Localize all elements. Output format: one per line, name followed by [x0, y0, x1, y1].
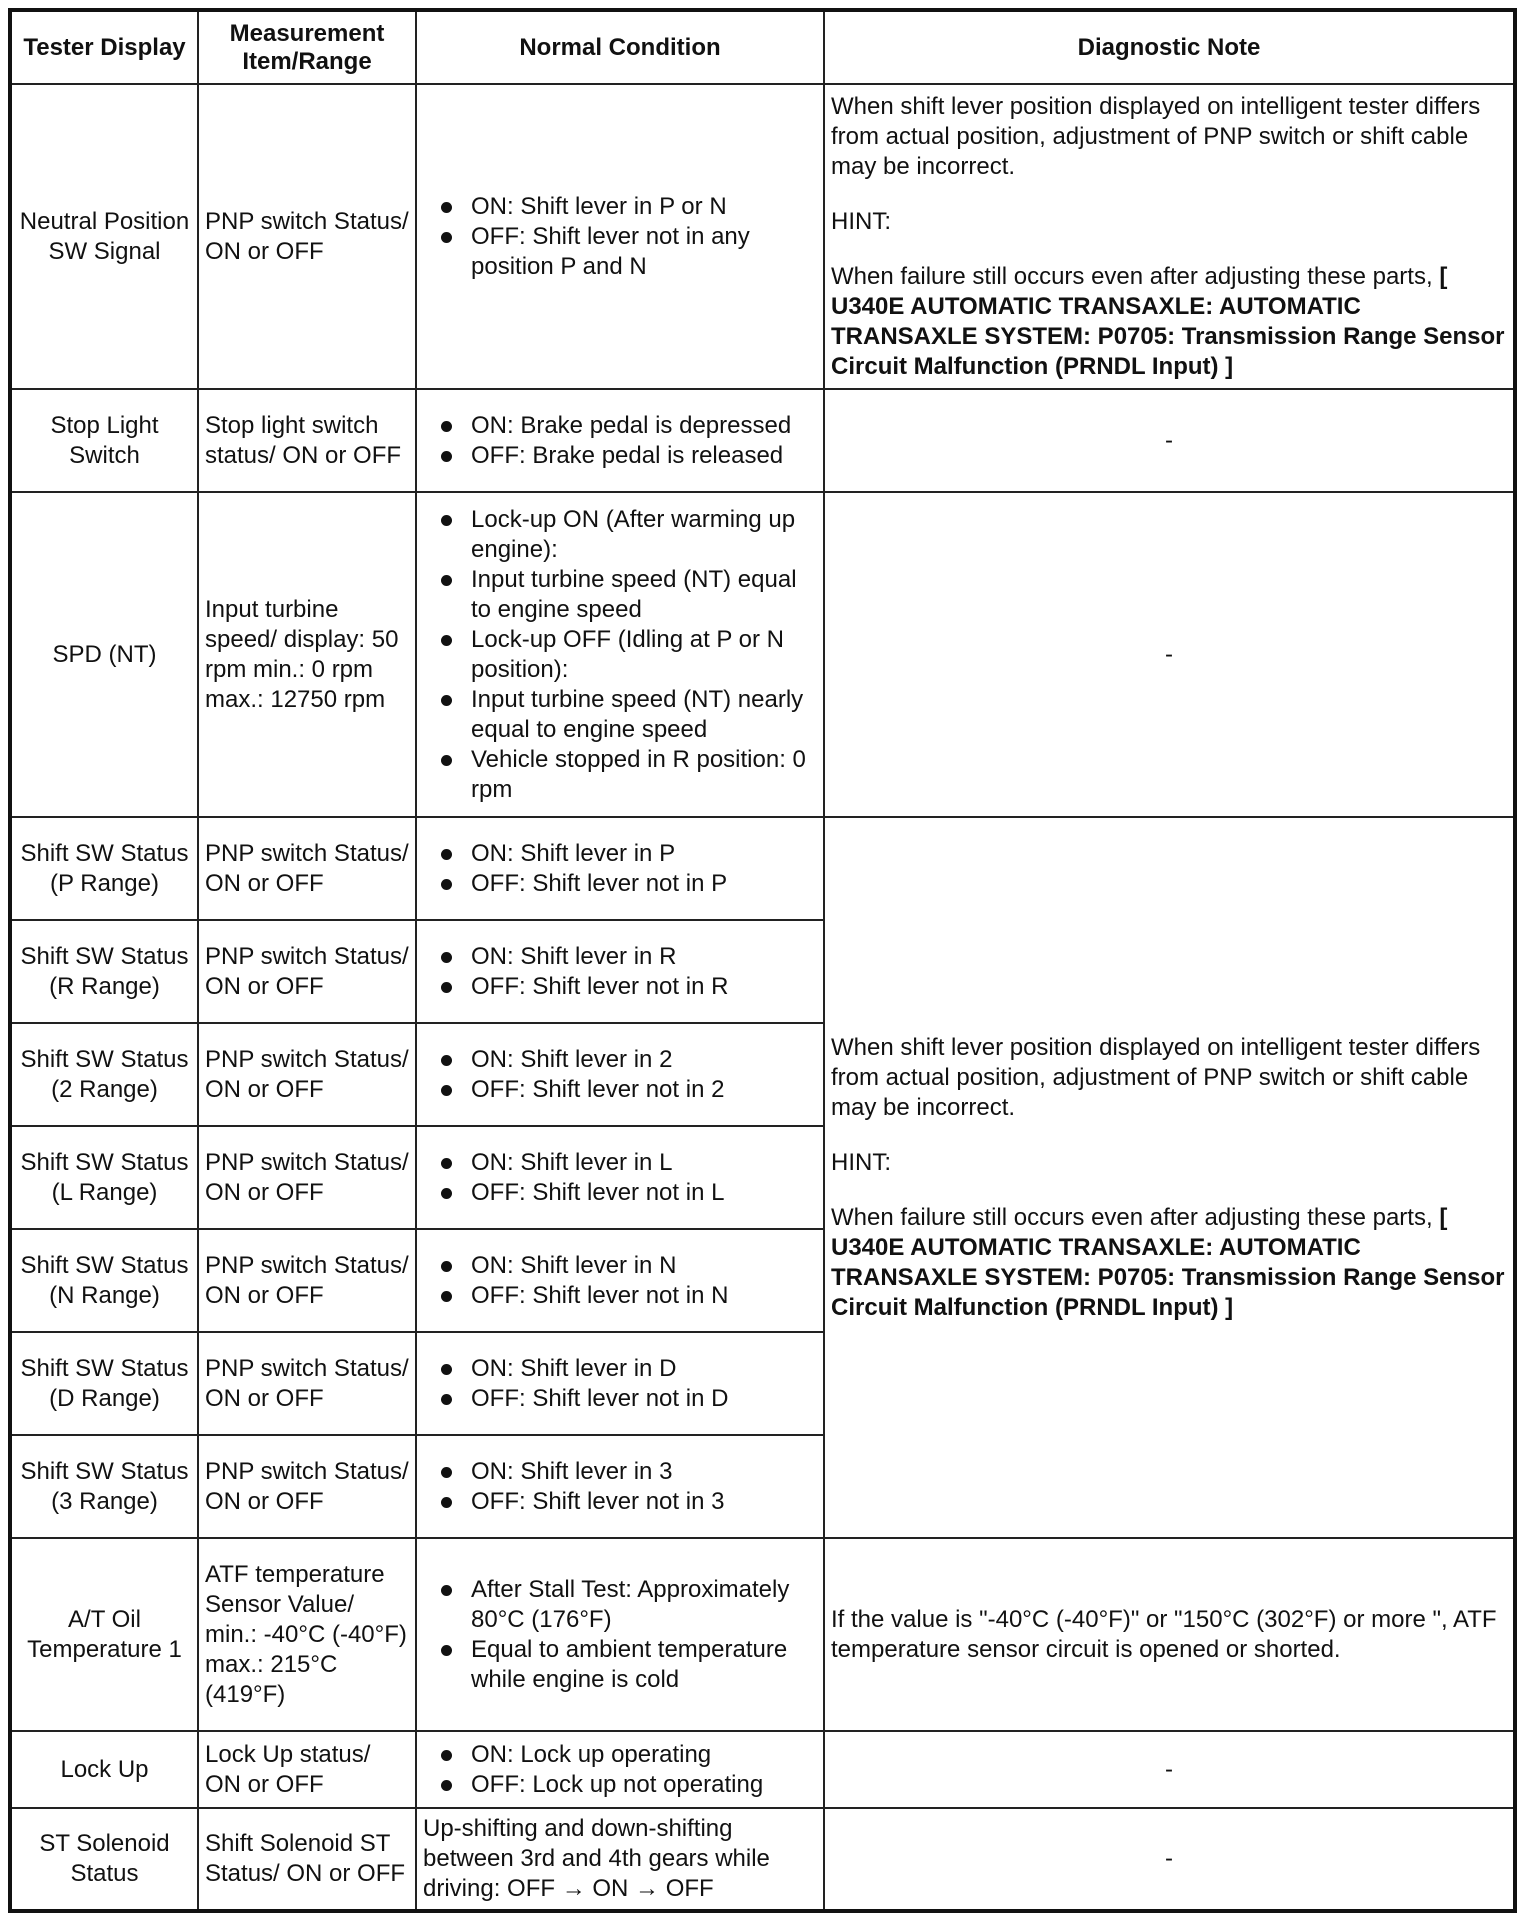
condition-item: ON: Brake pedal is depressed	[429, 411, 817, 441]
diagnostic-note-cell: If the value is "-40°C (-40°F)" or "150°C (302°F) or more ", ATF temperature sensor circuit is opened or shorted.	[824, 1538, 1515, 1731]
condition-item: ON: Shift lever in P	[429, 839, 817, 869]
note-hint: HINT:	[831, 207, 891, 235]
condition-item: OFF: Shift lever not in D	[429, 1384, 817, 1414]
table-row	[10, 84, 1515, 389]
condition-item: Input turbine speed (NT) nearly equal to engine speed	[429, 685, 817, 745]
condition-item: OFF: Shift lever not in any position P and N	[429, 222, 817, 282]
note-paragraph	[831, 262, 1507, 382]
normal-condition-cell	[416, 1023, 824, 1126]
condition-item: OFF: Lock up not operating	[429, 1770, 817, 1800]
table-row	[10, 1808, 1515, 1911]
normal-condition-cell	[416, 492, 824, 817]
condition-item: OFF: Shift lever not in P	[429, 869, 817, 899]
condition-item: ON: Shift lever in L	[429, 1148, 817, 1178]
diagnostic-note-cell: -	[824, 389, 1515, 492]
table-row	[10, 1731, 1515, 1808]
note-paragraph: When shift lever position displayed on intelligent tester differs from actual position, adjustment of PNP switch or shift cable may be incorrect.	[831, 92, 1481, 180]
normal-condition-cell	[416, 1332, 824, 1435]
measurement-cell: ATF temperature Sensor Value/ min.: -40°C (-40°F) max.: 215°C (419°F)	[198, 1538, 416, 1731]
measurement-cell: PNP switch Status/ ON or OFF	[198, 1435, 416, 1538]
normal-condition-cell	[416, 1435, 824, 1538]
condition-item: OFF: Shift lever not in L	[429, 1178, 817, 1208]
normal-condition-cell	[416, 84, 824, 389]
normal-condition-cell	[416, 817, 824, 920]
table-row	[10, 817, 1515, 920]
condition-item: OFF: Shift lever not in 2	[429, 1075, 817, 1105]
measurement-cell: PNP switch Status/ ON or OFF	[198, 920, 416, 1023]
normal-condition-cell	[416, 1538, 824, 1731]
tester-display-cell: ST Solenoid Status	[10, 1808, 198, 1911]
measurement-cell: PNP switch Status/ ON or OFF	[198, 817, 416, 920]
condition-item: ON: Shift lever in P or N	[429, 192, 817, 222]
tester-display-cell: Shift SW Status (D Range)	[10, 1332, 198, 1435]
condition-item: Lock-up OFF (Idling at P or N position):	[429, 625, 817, 685]
table-row	[10, 1538, 1515, 1731]
condition-item: OFF: Brake pedal is released	[429, 441, 817, 471]
normal-condition-cell	[416, 1731, 824, 1808]
tester-display-cell: Shift SW Status (N Range)	[10, 1229, 198, 1332]
header-tester-display: Tester Display	[10, 10, 198, 84]
tester-display-cell: SPD (NT)	[10, 492, 198, 817]
normal-condition-cell	[416, 389, 824, 492]
tester-display-cell: A/T Oil Temperature 1	[10, 1538, 198, 1731]
header-diagnostic-note: Diagnostic Note	[824, 10, 1515, 84]
header-normal-condition: Normal Condition	[416, 10, 824, 84]
condition-item: Vehicle stopped in R position: 0 rpm	[429, 745, 817, 805]
tester-display-cell: Stop Light Switch	[10, 389, 198, 492]
diagnostic-note-cell	[824, 84, 1515, 389]
condition-item: OFF: Shift lever not in 3	[429, 1487, 817, 1517]
note-paragraph	[831, 1203, 1507, 1323]
condition-item: OFF: Shift lever not in R	[429, 972, 817, 1002]
tester-display-cell: Shift SW Status (R Range)	[10, 920, 198, 1023]
reference-link[interactable]: [ U340E AUTOMATIC TRANSAXLE: AUTOMATIC TRANSAXLE SYSTEM: P0705: Transmission Range Sensor Circuit Malfunction (PRNDL Input) ]	[831, 262, 1505, 380]
condition-item: OFF: Shift lever not in N	[429, 1281, 817, 1311]
normal-condition-cell	[416, 920, 824, 1023]
condition-item: ON: Shift lever in D	[429, 1354, 817, 1384]
tester-display-cell: Shift SW Status (P Range)	[10, 817, 198, 920]
diagnostic-data-table	[8, 8, 1517, 1913]
measurement-cell: PNP switch Status/ ON or OFF	[198, 1229, 416, 1332]
measurement-cell: PNP switch Status/ ON or OFF	[198, 1126, 416, 1229]
condition-item: ON: Shift lever in N	[429, 1251, 817, 1281]
measurement-cell: Input turbine speed/ display: 50 rpm min.: 0 rpm max.: 12750 rpm	[198, 492, 416, 817]
normal-condition-cell: Up-shifting and down-shifting between 3rd and 4th gears while driving: OFF → ON → OFF	[416, 1808, 824, 1911]
diagnostic-note-cell: -	[824, 1731, 1515, 1808]
condition-item: Input turbine speed (NT) equal to engine speed	[429, 565, 817, 625]
condition-item: ON: Lock up operating	[429, 1740, 817, 1770]
table-row	[10, 492, 1515, 817]
condition-item: ON: Shift lever in 3	[429, 1457, 817, 1487]
tester-display-cell: Shift SW Status (L Range)	[10, 1126, 198, 1229]
diagnostic-note-cell: -	[824, 1808, 1515, 1911]
tester-display-cell: Neutral Position SW Signal	[10, 84, 198, 389]
condition-item: Equal to ambient temperature while engine is cold	[429, 1635, 817, 1695]
tester-display-cell: Shift SW Status (2 Range)	[10, 1023, 198, 1126]
tester-display-cell: Lock Up	[10, 1731, 198, 1808]
condition-item: Lock-up ON (After warming up engine):	[429, 505, 817, 565]
note-hint: HINT:	[831, 1148, 891, 1176]
condition-item: ON: Shift lever in R	[429, 942, 817, 972]
normal-condition-cell	[416, 1229, 824, 1332]
note-text: When failure still occurs even after adjusting these parts,	[831, 1203, 1433, 1231]
header-row	[10, 10, 1515, 84]
diagnostic-note-cell	[824, 817, 1515, 1538]
measurement-cell: PNP switch Status/ ON or OFF	[198, 84, 416, 389]
condition-item: After Stall Test: Approximately 80°C (176°F)	[429, 1575, 817, 1635]
table-row	[10, 389, 1515, 492]
measurement-cell: PNP switch Status/ ON or OFF	[198, 1023, 416, 1126]
tester-display-cell: Shift SW Status (3 Range)	[10, 1435, 198, 1538]
condition-item: ON: Shift lever in 2	[429, 1045, 817, 1075]
normal-condition-cell	[416, 1126, 824, 1229]
note-paragraph: When shift lever position displayed on intelligent tester differs from actual position, adjustment of PNP switch or shift cable may be incorrect.	[831, 1033, 1481, 1121]
reference-link[interactable]: [ U340E AUTOMATIC TRANSAXLE: AUTOMATIC TRANSAXLE SYSTEM: P0705: Transmission Range Sensor Circuit Malfunction (PRNDL Input) ]	[831, 1203, 1505, 1321]
note-text: When failure still occurs even after adjusting these parts,	[831, 262, 1433, 290]
header-measurement: Measurement Item/Range	[198, 10, 416, 84]
measurement-cell: Shift Solenoid ST Status/ ON or OFF	[198, 1808, 416, 1911]
measurement-cell: PNP switch Status/ ON or OFF	[198, 1332, 416, 1435]
diagnostic-note-cell: -	[824, 492, 1515, 817]
measurement-cell: Stop light switch status/ ON or OFF	[198, 389, 416, 492]
measurement-cell: Lock Up status/ ON or OFF	[198, 1731, 416, 1808]
